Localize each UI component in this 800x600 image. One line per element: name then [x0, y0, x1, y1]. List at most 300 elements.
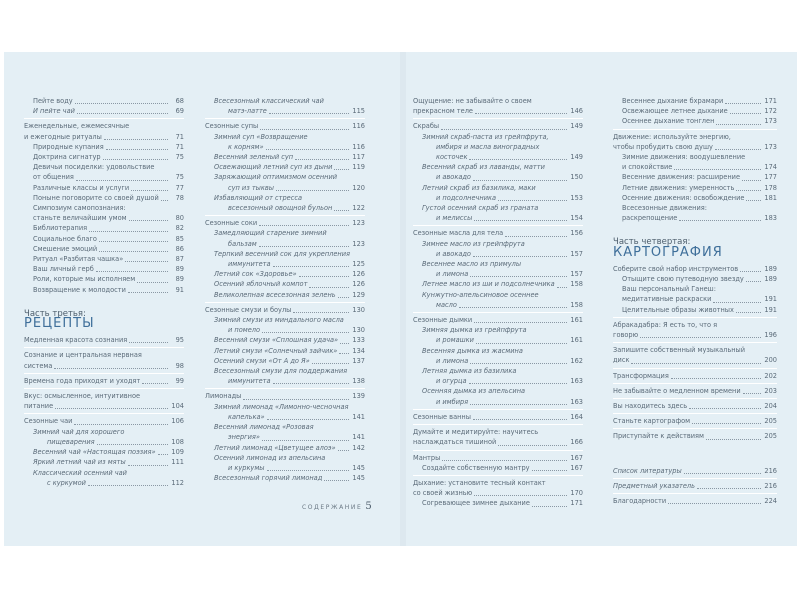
page-number: 205 [764, 432, 777, 441]
page-number: 68 [175, 97, 184, 105]
page-number: 99 [175, 376, 184, 385]
toc-entry[interactable]: Согревающее зимнее дыхание 171 [422, 499, 583, 508]
toc-entry[interactable]: Летнее масло из ши и подсолнечника 158 [422, 280, 583, 289]
page-number: 134 [352, 346, 365, 355]
toc-entry[interactable]: Весенняя дымка из жасмина и лимона 162 [422, 346, 583, 365]
page-number: 119 [352, 163, 365, 172]
toc-entry[interactable]: Осенние движения: освобождение 181 [622, 193, 777, 202]
dot-leader [88, 485, 168, 486]
toc-entry[interactable]: Всесезонные движения: раскрепощение 183 [622, 204, 777, 223]
toc-entry[interactable]: Всесезонный горячий лимонад 145 [214, 474, 365, 483]
dot-leader [684, 473, 761, 474]
toc-entry[interactable]: Скрабы 149 [413, 122, 583, 131]
toc-entry[interactable]: Осенний смузи «От А до Я» 137 [214, 356, 365, 365]
toc-entry[interactable]: Зимний чай для хорошего пищеварения 108 [33, 427, 184, 446]
dot-leader [532, 506, 567, 507]
page-number: 158 [570, 280, 583, 289]
page-number: 137 [352, 356, 365, 365]
toc-entry[interactable]: Осенний яблочный компот 126 [214, 280, 365, 289]
page-number: 164 [570, 412, 583, 421]
toc-entry[interactable]: Библиотерапия 82 [33, 224, 184, 233]
dot-leader [679, 220, 761, 221]
toc-entry[interactable]: Абракадабра: Я есть то, что я говорю 196 [613, 320, 777, 340]
toc-column-2 [205, 96, 365, 483]
page-number: 153 [570, 193, 583, 202]
toc-column-1 [24, 96, 184, 488]
dot-leader [77, 113, 168, 114]
dot-leader [273, 383, 349, 384]
toc-entry[interactable]: Не забывайте о медленном времени 203 [613, 386, 777, 395]
dot-leader [324, 480, 349, 481]
dot-leader [262, 440, 349, 441]
toc-entry[interactable]: Весеннее дыхание бхрамари 171 [622, 97, 777, 105]
dot-leader [339, 353, 349, 354]
toc-entry[interactable]: Зимнее масло из грейпфрута и авокадо 157 [422, 239, 583, 258]
divider [613, 317, 777, 318]
dot-leader [697, 488, 761, 489]
page-number: 116 [352, 142, 365, 151]
toc-entry[interactable]: Ваш персональный Ганеш: медитативные раскраски 191 [622, 285, 777, 304]
dot-leader [334, 210, 349, 211]
toc-entry[interactable]: Соберите свой набор инструментов 189 [613, 264, 777, 273]
toc-entry[interactable]: Освежающий летний суп из дыни 119 [214, 163, 365, 172]
page-footer [302, 501, 372, 512]
toc-entry[interactable]: Отыщите свою путеводную звезду 189 [622, 275, 777, 284]
page-number: 178 [764, 183, 777, 192]
toc-entry[interactable]: Осеннее дыхание тонглен 173 [622, 117, 777, 126]
page-number: 173 [764, 142, 777, 151]
dot-leader [442, 460, 567, 461]
page-number: 75 [175, 173, 184, 182]
page-number: 200 [764, 356, 777, 365]
spacer [613, 442, 777, 466]
dot-leader [706, 439, 761, 440]
dot-leader [99, 241, 168, 242]
dot-leader [97, 444, 168, 445]
toc-entry[interactable]: Различные классы и услуги 77 [33, 183, 184, 192]
divider [413, 225, 583, 226]
page-number: 161 [570, 336, 583, 345]
dot-leader [631, 363, 761, 364]
toc-entry[interactable]: Станьте картографом 205 [613, 417, 777, 426]
dot-leader [340, 343, 349, 344]
toc-entry[interactable]: Летние движения: умеренность 178 [622, 183, 777, 192]
dot-leader [692, 423, 761, 424]
part-title: КАРТОГРАФИЯ [613, 244, 723, 260]
page-number: 170 [570, 489, 583, 498]
toc-entry[interactable]: Пейте воду 68 [33, 97, 184, 105]
page-number: 133 [352, 336, 365, 345]
dot-leader [267, 470, 349, 471]
toc-entry[interactable]: Густой осенний скраб из граната и мелиссы 154 [422, 204, 583, 223]
toc-entry[interactable]: Летний лимонад «Цветущее алоэ» 142 [214, 443, 365, 452]
toc-entry[interactable]: Еженедельные, ежемесячные и ежегодные ритуалы 71 [24, 122, 184, 141]
toc-entry[interactable]: Ваш личный герб 89 [33, 265, 184, 274]
divider [613, 413, 777, 414]
toc-column-4 [613, 96, 777, 506]
page-number: 71 [175, 132, 184, 141]
toc-entry[interactable]: Заряжающий оптимизмом осенний суп из тыквы 120 [214, 173, 365, 192]
divider [613, 493, 777, 494]
page-number: 85 [175, 234, 184, 243]
toc-entry[interactable]: Девичьи посиделки: удовольствие от общения 75 [33, 163, 184, 182]
divider [24, 373, 184, 374]
page-number: 177 [764, 173, 777, 182]
dot-leader [338, 450, 349, 451]
page-number: 183 [764, 214, 777, 223]
toc-entry[interactable]: Сознание и центральная нервная система 98 [24, 351, 184, 370]
toc-entry[interactable]: Сезонные смузи и боулы 130 [205, 305, 365, 314]
page-number: 162 [570, 356, 583, 365]
page-number: 71 [175, 142, 184, 151]
divider [205, 388, 365, 389]
divider [413, 409, 583, 410]
page-number: 171 [764, 97, 777, 105]
divider [205, 215, 365, 216]
toc-entry[interactable]: Летний сок «Здоровье» 126 [214, 270, 365, 279]
dot-leader [99, 251, 168, 252]
page-number: 87 [175, 255, 184, 264]
page-number: 166 [570, 438, 583, 447]
page-number: 141 [352, 412, 365, 421]
dot-leader [476, 343, 567, 344]
toc-entry[interactable]: Весенний смузи «Сплошная удача» 133 [214, 336, 365, 345]
page-number: 130 [352, 326, 365, 335]
dot-leader [557, 287, 567, 288]
toc-entry[interactable]: Роли, которые мы исполняем 89 [33, 275, 184, 284]
footer-label: СОДЕРЖАНИЕ [302, 504, 363, 511]
page-number: 89 [175, 275, 184, 284]
divider [24, 388, 184, 389]
page-number: 112 [171, 478, 184, 487]
dot-leader [75, 103, 168, 104]
toc-entry[interactable]: Осенний лимонад из апельсина и куркумы 145 [214, 453, 365, 472]
page-number: 163 [570, 397, 583, 406]
toc-entry[interactable]: Симпозиум самопознания: станьте величайшим умом 80 [33, 204, 184, 223]
divider [613, 342, 777, 343]
dot-leader [473, 180, 567, 181]
dot-leader [128, 292, 168, 293]
dot-leader [746, 200, 761, 201]
page-number: 120 [352, 183, 365, 192]
toc-entry[interactable]: Список литературы 216 [613, 466, 777, 475]
dot-leader [260, 129, 349, 130]
dot-leader [671, 378, 761, 379]
dot-leader [475, 113, 567, 114]
page-number: 171 [570, 499, 583, 508]
toc-entry[interactable]: Дыхание: установите тесный контакт со своей жизнью 170 [413, 478, 583, 498]
toc-entry[interactable]: Зимние движения: воодушевление и спокойствие 174 [622, 153, 777, 172]
dot-leader [312, 363, 349, 364]
dot-leader [338, 297, 349, 298]
toc-entry[interactable]: Зимний лимонад «Лимонно-чесночная капелька» 141 [214, 402, 365, 421]
dot-leader [498, 200, 567, 201]
divider [613, 478, 777, 479]
dot-leader [470, 404, 567, 405]
dot-leader [161, 200, 168, 201]
page-number: 139 [352, 392, 365, 401]
dot-leader [267, 419, 349, 420]
page-number: 191 [764, 295, 777, 304]
page-number: 116 [352, 122, 365, 131]
page-number: 125 [352, 260, 365, 269]
toc-entry[interactable]: Вкус: осмысленное, интуитивное питание 104 [24, 392, 184, 411]
page-number: 146 [570, 107, 583, 116]
page-number: 154 [570, 214, 583, 223]
toc-entry[interactable]: Медленная красота сознания 95 [24, 336, 184, 345]
toc-entry[interactable]: Всесезонный классический чай матэ-латте 115 [214, 97, 365, 116]
dot-leader [89, 231, 168, 232]
dot-leader [474, 220, 567, 221]
divider [413, 118, 583, 119]
toc-entry[interactable]: Возвращение к молодости 91 [33, 285, 184, 294]
page-number: 98 [175, 361, 184, 370]
page-number: 126 [352, 270, 365, 279]
toc-entry[interactable]: Целительные образы животных 191 [622, 305, 777, 314]
toc-entry[interactable]: Природные купания 71 [33, 142, 184, 151]
divider [205, 302, 365, 303]
dot-leader [736, 312, 761, 313]
toc-entry[interactable]: Мантры 167 [413, 453, 583, 462]
toc-entry[interactable]: Сезонные дымки 161 [413, 316, 583, 325]
dot-leader [736, 190, 761, 191]
page-number: 157 [570, 270, 583, 279]
toc-entry[interactable]: Зимний скраб-паста из грейпфрута, имбиря и масла виноградных косточек 149 [422, 132, 583, 162]
dot-leader [243, 399, 349, 400]
dot-leader [74, 424, 168, 425]
dot-leader [505, 236, 567, 237]
page-number: 204 [764, 402, 777, 411]
toc-entry[interactable]: Весенние движения: расширение 177 [622, 173, 777, 182]
page-number: 157 [570, 249, 583, 258]
dot-leader [103, 159, 168, 160]
page-number: 196 [764, 331, 777, 340]
page-number: 174 [764, 163, 777, 172]
page-number: 115 [352, 107, 365, 116]
page-number: 172 [764, 107, 777, 116]
page-number: 77 [175, 183, 184, 192]
divider [613, 398, 777, 399]
page-number: 108 [171, 437, 184, 446]
page-number: 82 [175, 224, 184, 233]
dot-leader [54, 368, 168, 369]
divider [613, 383, 777, 384]
page-number: 167 [570, 453, 583, 462]
dot-leader [746, 281, 761, 282]
dot-leader [474, 495, 567, 496]
divider [613, 428, 777, 429]
divider [24, 347, 184, 348]
page-number: 111 [171, 458, 184, 467]
toc-entry[interactable]: Зимний суп «Возвращение к корням» 116 [214, 132, 365, 151]
page-number: 149 [570, 153, 583, 162]
page-number: 129 [352, 290, 365, 299]
dot-leader [470, 363, 567, 364]
toc-entry[interactable]: Ритуал «Разбитая чашка» 87 [33, 255, 184, 264]
toc-entry[interactable]: Благодарности 224 [613, 497, 777, 506]
page-number: 189 [764, 275, 777, 284]
dot-leader [730, 113, 761, 114]
divider [613, 129, 777, 130]
page-number: 145 [352, 474, 365, 483]
dot-leader [473, 256, 567, 257]
divider [24, 413, 184, 414]
dot-leader [742, 180, 761, 181]
dot-leader [273, 266, 349, 267]
toc-entry[interactable]: Классический осенний чай с куркумой 112 [33, 468, 184, 487]
page-number: 167 [570, 463, 583, 472]
dot-leader [473, 419, 567, 420]
toc-entry[interactable]: Думайте и медитируйте: научитесь наслаждаться тишиной 166 [413, 428, 583, 447]
toc-entry[interactable]: Создайте собственную мантру 167 [422, 463, 583, 472]
toc-entry[interactable]: Весенний зеленый суп 117 [214, 153, 365, 162]
page-number: 109 [171, 448, 184, 457]
page-number: 141 [352, 433, 365, 442]
dot-leader [689, 408, 761, 409]
toc-entry[interactable]: Смешение эмоций 86 [33, 244, 184, 253]
toc-entry[interactable]: Сезонные ванны 164 [413, 412, 583, 421]
dot-leader [259, 225, 349, 226]
page-number: 122 [352, 204, 365, 213]
page-number: 80 [175, 214, 184, 223]
toc-entry[interactable]: Зимний смузи из миндального масла и помело 130 [214, 316, 365, 335]
divider [413, 475, 583, 476]
dot-leader [716, 124, 761, 125]
dot-leader [137, 282, 168, 283]
toc-entry[interactable]: Летняя дымка из базилика и огурца 163 [422, 367, 583, 386]
dot-leader [469, 383, 568, 384]
dot-leader [470, 276, 567, 277]
page-number: 75 [175, 153, 184, 162]
dot-leader [299, 276, 349, 277]
dot-leader [441, 129, 567, 130]
divider [613, 368, 777, 369]
page-number: 91 [175, 285, 184, 294]
toc-entry[interactable]: Запишите собственный музыкальный диск 200 [613, 346, 777, 365]
page-number: 216 [764, 466, 777, 475]
divider [413, 424, 583, 425]
dot-leader [266, 149, 349, 150]
dot-leader [640, 337, 761, 338]
dot-leader [532, 470, 567, 471]
page-number: 89 [175, 265, 184, 274]
toc-entry[interactable]: Замедляющий старение зимний бальзам 123 [214, 229, 365, 248]
dot-leader [104, 139, 168, 140]
dot-leader [459, 307, 567, 308]
toc-entry[interactable]: Терпкий весенний сок для укрепления иммунитета 125 [214, 249, 365, 269]
dot-leader [129, 342, 168, 343]
toc-entry[interactable]: Ощущение: не забывайте о своем прекрасном теле 146 [413, 97, 583, 116]
page-number: 69 [175, 107, 184, 116]
dot-leader [259, 246, 349, 247]
page-number: 216 [764, 481, 777, 490]
toc-entry[interactable]: Сезонные соки 123 [205, 219, 365, 228]
dot-leader [96, 271, 168, 272]
toc-entry[interactable]: Времена года приходят и уходят 99 [24, 376, 184, 385]
page-number: 156 [570, 229, 583, 238]
toc-entry[interactable]: Кунжутно-апельсиновое осеннее масло 158 [422, 290, 583, 309]
dot-leader [474, 322, 567, 323]
page-number: 145 [352, 463, 365, 472]
toc-entry[interactable]: Движение: используйте энергию, чтобы пробудить свою душу 173 [613, 132, 777, 151]
divider [413, 450, 583, 451]
toc-entry[interactable]: Весенний лимонад «Розовая энергия» 141 [214, 423, 365, 442]
part-title: РЕЦЕПТЫ [24, 316, 95, 332]
toc-entry[interactable]: Поныне поговорите со своей душой 78 [33, 193, 184, 202]
dot-leader [743, 393, 761, 394]
dot-leader [668, 503, 761, 504]
dot-leader [309, 287, 349, 288]
toc-entry[interactable]: Сезонные чаи 106 [24, 417, 184, 426]
toc-entry[interactable]: Весенний скраб из лаванды, матти и авокадо 150 [422, 163, 583, 182]
dot-leader [158, 454, 168, 455]
toc-entry[interactable]: Лимонады 139 [205, 392, 365, 401]
toc-entry[interactable]: И пейте чай 69 [33, 107, 184, 116]
dot-leader [76, 180, 168, 181]
toc-entry[interactable]: Доктрина сигнатур 75 [33, 153, 184, 162]
dot-leader [740, 271, 761, 272]
toc-entry[interactable]: Трансформация 202 [613, 371, 777, 380]
page-number: 78 [175, 193, 184, 202]
toc-entry[interactable]: Избавляющий от стресса всесезонный овощной бульон 122 [214, 193, 365, 213]
dot-leader [262, 332, 349, 333]
page-number: 142 [352, 443, 365, 452]
dot-leader [129, 220, 168, 221]
toc-entry[interactable]: Летний смузи «Солнечный зайчик» 134 [214, 346, 365, 355]
dot-leader [715, 149, 761, 150]
dot-leader [295, 159, 349, 160]
page-number: 161 [570, 316, 583, 325]
dot-leader [125, 261, 168, 262]
dot-leader [128, 465, 168, 466]
toc-entry[interactable]: Освежающее летнее дыхание 172 [622, 107, 777, 116]
toc-entry[interactable]: Вы находитесь здесь 204 [613, 402, 777, 411]
page-number: 138 [352, 377, 365, 386]
page-number: 117 [352, 153, 365, 162]
page-number: 104 [171, 402, 184, 411]
page-number: 191 [764, 305, 777, 314]
toc-entry[interactable]: Приступайте к действиям 205 [613, 432, 777, 441]
page-number: 123 [352, 219, 365, 228]
toc-entry[interactable]: Предметный указатель 216 [613, 481, 777, 490]
book-gutter [400, 52, 406, 546]
toc-entry[interactable]: Сезонные масла для тела 156 [413, 229, 583, 238]
page-number: 86 [175, 244, 184, 253]
footer-page-number: 5 [365, 501, 372, 512]
page-number: 205 [764, 417, 777, 426]
toc-entry[interactable]: Великолепная всесезонная зелень 129 [214, 290, 365, 299]
dot-leader [498, 445, 567, 446]
toc-entry[interactable]: Яркий летний чай из мяты 111 [33, 458, 184, 467]
toc-column-3 [413, 96, 583, 509]
toc-entry[interactable]: Зимняя дымка из грейпфрута и ромашки 161 [422, 326, 583, 345]
dot-leader [334, 169, 349, 170]
toc-entry[interactable]: Социальное благо 85 [33, 234, 184, 243]
dot-leader [725, 103, 761, 104]
toc-entry[interactable]: Сезонные супы 116 [205, 122, 365, 131]
toc-entry[interactable]: Осенняя дымка из апельсина и имбиря 163 [422, 387, 583, 406]
dot-leader [269, 113, 349, 114]
toc-entry[interactable]: Всесезонный смузи для поддержания иммунитета 138 [214, 367, 365, 386]
toc-entry[interactable]: Летний скраб из базилика, маки и подсолнечника 153 [422, 183, 583, 202]
toc-entry[interactable]: Весеннее масло из примулы и лимона 157 [422, 260, 583, 279]
dot-leader [713, 302, 761, 303]
page-number: 150 [570, 173, 583, 182]
toc-entry[interactable]: Весенний чай «Настоящая поэзия» 109 [33, 448, 184, 457]
dot-leader [276, 190, 349, 191]
page-number: 181 [764, 193, 777, 202]
divider [413, 312, 583, 313]
